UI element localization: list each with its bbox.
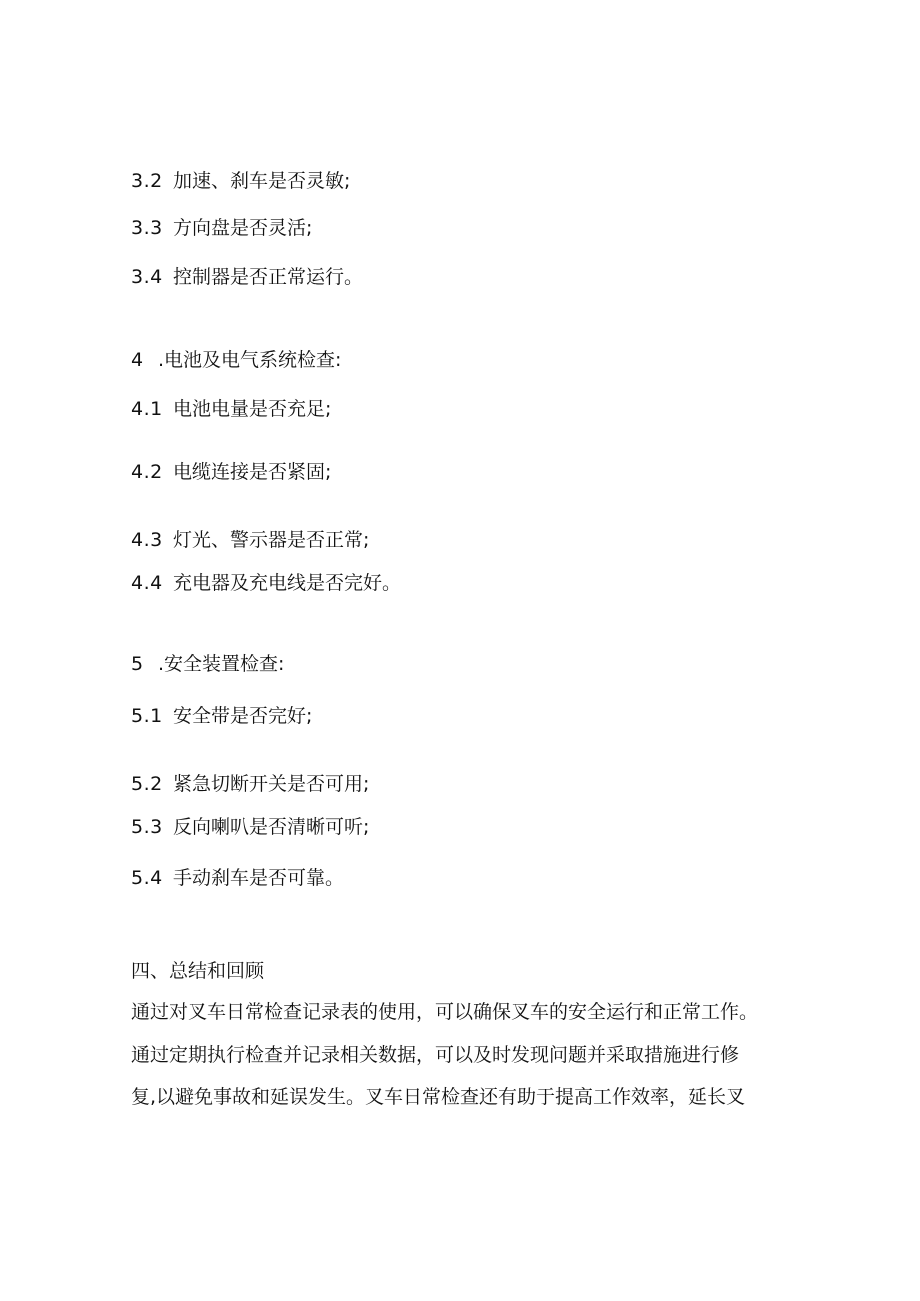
checklist-item-3-4 [131,265,363,289]
item-number: 5.3 [131,816,163,838]
section-title: .安全装置检查: [158,653,285,675]
item-text: 灯光、警示器是否正常; [173,529,370,551]
section-heading-4 [131,348,341,372]
item-text: 方向盘是否灵活; [173,217,313,239]
summary-paragraph-line: 通过对叉车日常检查记录表的使用，可以确保叉车的安全运行和正常工作。 [131,1001,759,1023]
item-number: 3.2 [131,170,163,192]
item-text: 反向喇叭是否清晰可听; [173,816,370,838]
checklist-item-5-4 [131,866,344,890]
section-heading-5 [131,652,284,676]
item-text: 电池电量是否充足; [173,398,332,420]
item-number: 4.1 [131,398,163,420]
item-text: 紧急切断开关是否可用; [173,773,370,795]
item-number: 4.2 [131,461,163,483]
checklist-item-4-4 [131,571,401,595]
summary-paragraph-line: 通过定期执行检查并记录相关数据，可以及时发现问题并采取措施进行修 [131,1044,740,1066]
checklist-item-5-3 [131,815,369,839]
item-text: 电缆连接是否紧固; [173,461,332,483]
section-number: 4 [131,349,144,371]
item-number: 3.4 [131,266,163,288]
checklist-item-5-1 [131,704,312,728]
item-number: 3.3 [131,217,163,239]
item-text: 手动刹车是否可靠。 [173,867,345,889]
item-text: 充电器及充电线是否完好。 [173,572,402,594]
checklist-item-4-1 [131,397,331,421]
item-text: 安全带是否完好; [173,705,313,727]
item-number: 5.2 [131,773,163,795]
item-text: 控制器是否正常运行。 [173,266,364,288]
checklist-item-4-3 [131,528,369,552]
checklist-item-3-2 [131,169,350,193]
item-number: 5.4 [131,867,163,889]
section-number: 5 [131,653,144,675]
section-title: .电池及电气系统检查: [158,349,342,371]
summary-heading: 四、总结和回顾 [131,960,265,982]
item-text: 加速、刹车是否灵敏; [173,170,351,192]
summary-paragraph-line: 复,以避免事故和延误发生。叉车日常检查还有助于提高工作效率，延长叉 [131,1086,746,1108]
checklist-item-3-3 [131,216,312,240]
checklist-item-5-2 [131,772,369,796]
item-number: 4.4 [131,572,163,594]
item-number: 4.3 [131,529,163,551]
checklist-item-4-2 [131,460,331,484]
item-number: 5.1 [131,705,163,727]
